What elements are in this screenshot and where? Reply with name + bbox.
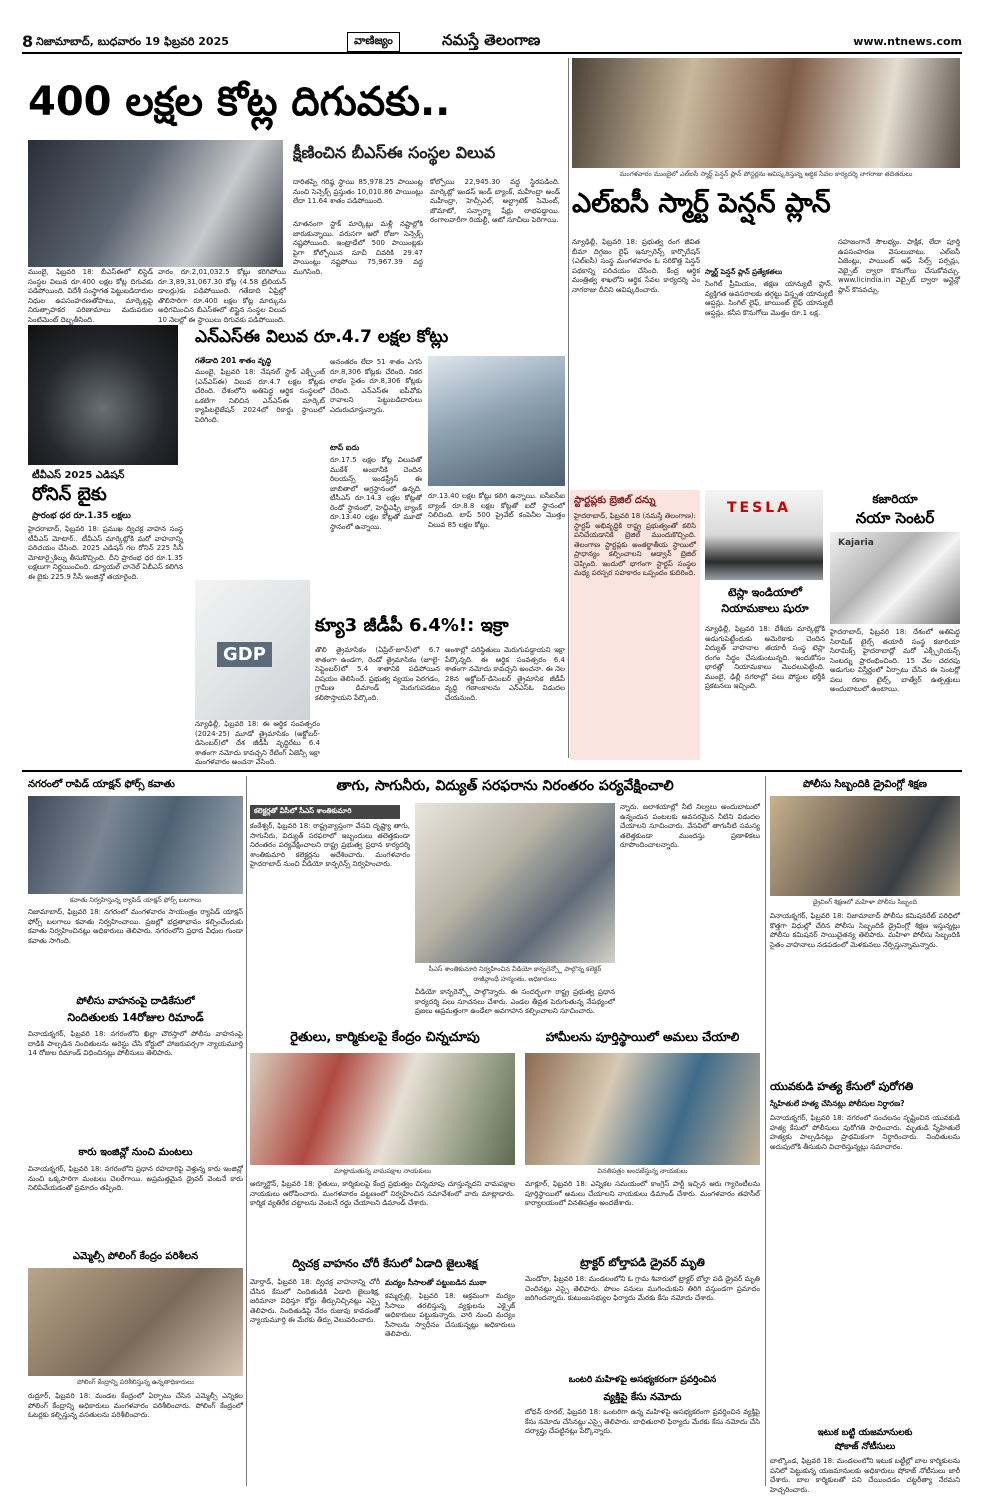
woman-case-headline-1: ఒంటరి మహిళపై అసభ్యకరంగా ప్రవర్తించిన	[568, 1375, 717, 1385]
lead-body-2: వారం రూ.2,01,032.5 కోట్లు కరిగిపోయి రూ.3,89,31,067.30 కోట్ల (4.58 ట్రిలియన్ డాలర్లు)కు పడిపోయింది. గతేడాది ఏప్రిల్లో తొలిసారిగా రూ.400 లక్షల కోట్ల మార్కును అధిగమించిన బీఎస్ఈలో లిస్టైన సంస్థల విలువ 10 నెలల్లో ఈ స్థాయిలు దిగువకు పడిపోయింది.	[158, 268, 286, 324]
tesla-logo-text: TESLA	[727, 500, 791, 516]
website: www.ntnews.com	[853, 35, 962, 48]
gdp-block-label: GDP	[217, 642, 272, 667]
tvs-brand: రోనిన్ బైకు	[32, 484, 107, 505]
gdp-illustration	[195, 580, 310, 720]
lead-body-3: దారితప్పి గరిష్ఠ స్థాయి 85,978.25 పాయింట్ల నుంచి సెన్సెక్స్ ప్రస్తుతం 10,010.86 పాయింట్లు లేదా 11.64 శాతం పడిపోయింది.	[293, 178, 423, 205]
lic-body-3: సహజంగానే సౌలభ్యం. పాక్షిక, లేదా పూర్తి ఉపసంహరణ వెసులుబాటు. ఎల్ఐసీ ఏజెంట్లు, పాయింట్ ఆఫ్ సేల్స్ పర్సన్లు, వెబ్సైట్ ద్వారా కొనుగోలు చేసుకోవచ్చు. www.licindia.in వెబ్సైట్ ద్వారా ఆన్లైన్లో ప్లాన్ కొనవచ్చు.	[838, 238, 960, 294]
paper-name: నమస్తే తెలంగాణ	[442, 31, 541, 49]
col-rule-top	[568, 58, 569, 758]
promises-body: మాక్లూర్, ఫిబ్రవరి 18: ఎన్నికల సమయంలో కాంగ్రెస్ పార్టీ ఇచ్చిన ఆరు గ్యారెంటీలను పూర్తిస్థాయిలో అమలు చేయాలని నాయకులు డిమాండ్ చేశారు. మంగళవారం తహసీల్ కార్యాలయంలో వినతిపత్రం అందజేశారు.	[525, 1180, 760, 1207]
lead-body-5: కోల్పోయి 22,945.30 వద్ద స్థిరపడింది. మార్కెట్లో ఇండస్ ఇండ్ బ్యాంక్, మహీంద్రా అండ్ మహీంద్రా, హెచ్సీఎల్, అల్ట్రాటెక్ సిమెంట్, జొమాటో, సన్ఫార్మా షేర్లు లాభపడ్డాయి. రంగాలవారీగా రియల్టీ, ఆటో సూచీలు పెరిగాయి.	[430, 178, 560, 224]
nse-headline: ఎన్ఎస్ఈ విలువ రూ.4.7 లక్షల కోట్లు	[195, 327, 449, 347]
bike-theft-body: మోర్తాడ్, ఫిబ్రవరి 18: ద్విచక్ర వాహనాన్ని చోరీ చేసిన కేసులో నిందితుడికి ఏడాది జైలుశిక్ష, జరిమానా విధిస్తూ కోర్టు తీర్పునిచ్చినట్లు ఎస్సై తెలిపారు. నిందితుడిపై నేరం రుజువు కావడంతో న్యాయమూర్తి ఈ మేరకు తీర్పు వెలువరించారు.	[250, 1278, 380, 1324]
mlc-poll-photo	[28, 1268, 243, 1376]
tesla-headline: టెస్లా ఇండియాలో నియామకాలు షురూ	[721, 586, 809, 615]
nse-body-2: అనంతరం లేదా 51 శాతం ఎగసి రూ.8,306 కోట్లకు చేరింది. నికర లాభం సైతం రూ.8,306 కోట్లకు చేరింది. ఎన్ఎస్ఈ ఐపీవోకు రావాలని పెట్టుబడిదారులు ఎదురుచూస్తున్నారు.	[330, 358, 422, 414]
brick-body: బాల్కొండ, ఫిబ్రవరి 18: మండలంలోని ఇటుక బట్టీల్లో బాల కార్మికులను పనిలో పెట్టుకున్న యజమానులకు అధికారులు షోకాజ్ నోటీసులు జారీ చేశారు. బాల కార్మికులతో పని చేయించడం చట్టరీత్యా నేరమని హెచ్చరించారు.	[770, 1457, 960, 1494]
tvs-body: హైదరాబాద్, ఫిబ్రవరి 18: ప్రముఖ ద్విచక్ర వాహన సంస్థ టీవీఎస్ మోటార్.. టీవీఎస్ మార్కెట్లోకి మరో వాహనాన్ని పరిచయం చేసింది. 2025 ఎడిషన్ గల రోనిన్ 225 సీసీ మోటార్సైకిల్ను తీసుకొచ్చింది. దీని ప్రారంభ ధర రూ.1.35 లక్షలుగా నిర్ణయించింది. డ్యూయల్ చానెల్ ఏబీఎస్ కలిగిన ఈ బైకు 225.9 సీసీ ఇంజిన్తో తయారైంది.	[28, 525, 183, 581]
collector-body-1: కంఠేశ్వర్, ఫిబ్రవరి 18: రాష్ట్రవ్యాప్తంగా వేసవి దృష్ట్యా తాగు, సాగునీరు, విద్యుత్ సరఫరాలో ఇబ్బందులు తలెత్తకుండా నిరంతరం పర్యవేక్షించాలని రాష్ట్ర ప్రభుత్వ ప్రధాన కార్యదర్శి శాంతికుమారి కలెక్టర్లను ఆదేశించారు. మంగళవారం హైదరాబాద్ నుంచి వీడియో కాన్ఫరెన్స్ నిర్వహించారు.	[250, 822, 410, 868]
car-fire-headline: కారు ఇంజిన్లో నుంచి మంటలు	[78, 1147, 193, 1158]
driving-photo	[770, 796, 960, 896]
nse-subhead-top: టాప్ ఐదు	[330, 443, 360, 452]
driving-headline: పోలీసు సిబ్బందికి డ్రైవింగ్లో శిక్షణ	[802, 779, 928, 790]
tvs-price-line: ప్రారంభ ధర రూ.1.35 లక్షలు	[32, 511, 131, 521]
lic-photo	[572, 58, 960, 168]
tractor-body: మెండోరా, ఫిబ్రవరి 18: మండలంలోని ఓ గ్రామ శివారులో ట్రాక్టర్ బోల్తా పడి డ్రైవర్ మృతి చెందినట్లు ఎస్సై తెలిపారు. పొలం పనులు ముగించుకుని తిరిగి వస్తుండగా ప్రమాదం జరిగిందన్నారు. కుటుంబసభ్యుల ఫిర్యాదు మేరకు కేసు నమోదు చేశారు.	[525, 1275, 760, 1302]
nse-building-photo	[428, 356, 565, 486]
lic-features-title: స్మార్ట్ పెన్షన్ ప్లాన్ ప్రత్యేకతలు	[705, 268, 783, 276]
excise-headline: మద్యం సీసాలతో పట్టుబడిన ముఠా	[385, 1278, 487, 1287]
police-attack-headline-1: పోలీసు వాహనంపై దాడికేసులో	[76, 996, 195, 1007]
police-attack-headline-2: నిందితులకు 14రోజుల రిమాండ్	[67, 1011, 204, 1024]
excise-body: కమ్మర్పల్లి, ఫిబ్రవరి 18: అక్రమంగా మద్యం సీసాలు తరలిస్తున్న వ్యక్తులను ఎక్సైజ్ అధికారులు పట్టుకున్నారు. వారి నుంచి మద్యం సీసాలను స్వాధీనం చేసుకున్నట్లు అధికారులు తెలిపారు.	[385, 1292, 515, 1338]
nse-body-3: రూ.17.5 లక్షల కోట్ల విలువతో ముకేశ్ అంబానీకి చెందిన రిలయన్స్ ఇండస్ట్రీస్ ఈ జాబితాలో అగ్రస్థానంలో ఉన్నది. టీసీఎస్ రూ.14.3 లక్షల కోట్లతో రెండో స్థానంలో, హెచ్డీఎఫ్సీ బ్యాంక్ రూ.13.40 లక్షల కోట్లతో మూడో స్థానంలో ఉన్నాయి.	[330, 456, 422, 531]
lead-photo-bse	[28, 140, 283, 267]
collector-caption: సీఎస్ శాంతికుమారి నిర్వహించిన వీడియో కాన్ఫరెన్స్లో పాల్గొన్న కలెక్టర్ రాజీవ్గాంధీ హన్మంతు, అధికారులు	[428, 965, 602, 983]
col-rule-2	[765, 776, 766, 1486]
kajaria-photo	[830, 532, 960, 624]
startup-body: హైదరాబాద్, ఫిబ్రవరి 18 (నమస్తే తెలంగాణ): స్టార్టప్ అభివృద్ధికి రాష్ట్ర ప్రభుత్వంతో కలిసి పనిచేయడానికి బ్రెజిల్ ముందుకొచ్చింది. తెలంగాణ స్టార్టప్లకు అంతర్జాతీయ స్థాయిలో ప్రాధాన్యం కల్పించాలని ఆడ్వాన్ బ్రెజిల్ చెప్పింది. ఇందులో భాగంగా స్టార్టప్ సంస్థల మధ్య పరస్పర సహకారం ఒప్పందం కుదిరింది.	[574, 512, 696, 577]
promises-photo	[525, 1053, 760, 1165]
dateline: నిజామాబాద్, బుధవారం 19 ఫిబ్రవరి 2025	[36, 35, 229, 48]
nse-body-4: రూ.13.40 లక్షల కోట్లు కలిగి ఉన్నాయి. ఐసీఐసీఐ బ్యాంక్ రూ.8.8 లక్షల కోట్లతో ఐదో స్థానంలో నిలిచింది. టాప్ 500 ప్రైవేట్ కంపెనీల మొత్తం విలువ 85 లక్షల కోట్లు.	[428, 492, 565, 529]
driving-body: వినాయక్నగర్, ఫిబ్రవరి 18: నిజామాబాద్ పోలీసు కమిషనరేట్ పరిధిలో కొత్తగా విధుల్లో చేరిన పోలీసు సిబ్బందికి డ్రైవింగ్లో శిక్షణ ఇస్తున్నట్లు పోలీసు కమిషనర్ సాయిచైతన్య తెలిపారు. మహిళా పోలీసు సిబ్బందికి సైతం వాహనాలు నడపడంలో మెళకువలు నేర్పిస్తున్నామన్నారు.	[770, 912, 960, 949]
farmers-headline: రైతులు, కార్మికులపై కేంద్రం చిన్నచూపు	[290, 1030, 480, 1045]
startup-headline: స్టార్టప్లకు బ్రెజిల్ దన్ను	[574, 495, 656, 506]
tractor-headline: ట్రాక్టర్ బోల్తాపడి డ్రైవర్ మృతి	[580, 1256, 705, 1269]
lic-photo-caption: మంగళవారం ముంబైలో ఎల్ఐసీ స్మార్ట్ పెన్షన్ ప్లాన్ పోస్టర్లను ఆవిష్కరిస్తున్న ఆర్థిక సేవల కార్యదర్శి నాగరాజు తదితరులు	[619, 170, 913, 178]
collector-body-3: వీడియో కాన్ఫరెన్స్లో పాల్గొన్నారు. ఈ సందర్భంగా రాష్ట్ర ప్రభుత్వ ప్రధాన కార్యదర్శి పలు సూచనలు చేశారు. ఎండల తీవ్రత పెరుగుతున్న నేపథ్యంలో ప్రజలు అప్రమత్తంగా ఉండేలా అవగాహన కల్పించాలని సూచించారు.	[415, 988, 615, 1015]
page-number: 8	[22, 32, 34, 51]
farmers-photo	[250, 1053, 515, 1165]
gdp-body-1: న్యూఢిల్లీ, ఫిబ్రవరి 18: ఈ ఆర్థిక సంవత్సరం (2024-25) మూడో త్రైమాసికం (అక్టోబర్-డిసెంబర్)లో దేశ జీడీపీ వృద్ధిరేటు 6.4 శాతంగా నమోదు కావచ్చని రేటింగ్ ఏజెన్సీ ఇక్రా మంగళవారం అంచనా వేసింది.	[195, 720, 320, 766]
rapid-action-photo	[28, 796, 243, 894]
masthead	[22, 30, 962, 54]
gdp-body-3: అంశాల్లో పరిస్థితులు మెరుగుపడ్డాయని ఇక్రా పేర్కొన్నది. ఈ ఆర్థిక సంవత్సరం 6.4 శాతంగా నమోదు కావచ్చని అంచనా. ఈ నెల 28న అక్టోబర్-డిసెంబర్ త్రైమాసిక జీడీపీ వృద్ధి గణాంకాలను ఎన్ఎస్ఓ విడుదల చేయనుంది.	[445, 646, 565, 702]
kajaria-store-sign: Kajaria	[838, 538, 874, 548]
mlc-poll-body: రుద్రూర్, ఫిబ్రవరి 18: మండల కేంద్రంలో ఏర్పాటు చేసిన ఎమ్మెల్సీ ఎన్నికల పోలింగ్ కేంద్రాన్ని అధికారులు మంగళవారం పరిశీలించారు. పోలింగ్ కేంద్రంలో ఓటర్లకు కల్పిస్తున్న వసతులను పరిశీలించారు.	[28, 1392, 243, 1419]
nse-kicker: గతేడాది 201 శాతం వృద్ధి	[195, 356, 272, 365]
police-attack-body: వినాయక్నగర్, ఫిబ్రవరి 18: నగరంలోని ఖిల్లా చౌరస్తాలో పోలీసు వాహనంపై దాడికి పాల్పడిన నిందితులను అరెస్టు చేసి కోర్టులో హాజరుపర్చగా న్యాయమూర్తి 14 రోజుల రిమాండ్ విధించినట్లు పోలీసులు తెలిపారు.	[28, 1030, 243, 1057]
woman-case-body: బోధన్ రూరల్, ఫిబ్రవరి 18: ఒంటరిగా ఉన్న మహిళపై అసభ్యకరంగా ప్రవర్తించిన వ్యక్తిపై కేసు నమోదు చేసినట్లు ఎస్సై తెలిపారు. బాధితురాలి ఫిర్యాదు మేరకు కేసు నమోదు చేసి దర్యాప్తు చేపట్టినట్లు పేర్కొన్నారు.	[525, 1408, 760, 1435]
lead-headline: 400 లక్షల కోట్ల దిగువకు..	[28, 79, 451, 125]
tesla-photo	[705, 490, 823, 580]
col-rule-1	[246, 776, 247, 1486]
section-divider	[22, 770, 962, 772]
collector-body-2: న్నారు. జలాశయాల్లో నీటి నిల్వలు అందుబాటులో ఉన్నందున పంటలకు అవసరమైన నీటిని విడుదల చేయాలని సూచించారు. వేసవిలో తాగునీటి సమస్య తలెత్తకుండా ముందస్తు ప్రణాళికలు రూపొందించాలన్నారు.	[620, 803, 760, 849]
lic-body-1: న్యూఢిల్లీ, ఫిబ్రవరి 18: ప్రభుత్వ రంగ జీవిత బీమా దిగ్గజం లైఫ్ ఇన్సూరెన్స్ కార్పొరేషన్ (ఎల్ఐసీ) సంస్థ మంగళవారం ఓ సరికొత్త పెన్షన్ పథకాన్ని పరిచయం చేసింది. కేంద్ర ఆర్థిక మంత్రిత్వ శాఖలోని ఆర్థిక సేవల కార్యదర్శి ఎం నాగరాజు దీనిని ఆవిష్కరించారు.	[572, 238, 700, 294]
tesla-body: న్యూఢిల్లీ, ఫిబ్రవరి 18: దేశీయ మార్కెట్లోకి అడుగుపెట్టేందుకు అమెరికాకు చెందిన విద్యుత్ వాహనాల తయారీ సంస్థ టెస్లా రంగం సిద్ధం చేసుకుంటున్నది. ఇందుకోసం భారత్లో నియామకాలు మొదలుపెట్టింది. ముంబై, ఢిల్లీ నగరాల్లో పలు పోస్టుల భర్తీకి ప్రకటనలు ఇచ్చింది.	[705, 625, 825, 690]
tvs-headline: టీవీఎస్ 2025 ఎడిషన్	[32, 470, 125, 481]
lead-subhead: క్షీణించిన బీఎస్ఈ సంస్థల విలువ	[293, 143, 496, 162]
mlc-poll-caption: పోలింగ్ కేంద్రాన్ని పరిశీలిస్తున్న ఉన్నతాధికారులు	[77, 1378, 194, 1386]
collector-vc-photo	[415, 803, 615, 963]
kajaria-headline-2: నయా సెంటర్	[855, 509, 935, 527]
murder-body: వినాయక్నగర్, ఫిబ్రవరి 18: నగరంలో సంచలనం సృష్టించిన యువకుడి హత్య కేసులో పోలీసులు పురోగతి సాధించారు. మృతుడి స్నేహితులే హత్యకు పాల్పడినట్లు ప్రాథమికంగా నిర్ధారించారు. నిందితులను అదుపులోకి తీసుకుని విచారిస్తున్నట్లు సమాచారం.	[770, 1114, 960, 1151]
kajaria-body-col: హైదరాబాద్, ఫిబ్రవరి 18: దేశంలో అతిపెద్ద సిరామిక్ టైల్స్ తయారీ సంస్థ కజారియా సిరామిక్స్ హైదరాబాద్లో మరో ఎక్స్పీరియన్స్ సెంటర్ను ప్రారంభించింది. 15 వేల చదరపు అడుగుల విస్తీర్ణంలో ఏర్పాటు చేసిన ఈ సెంటర్లో పలు రకాల టైల్స్, బాత్వేర్ ఉత్పత్తులు అందుబాటులో ఉంటాయి.	[830, 628, 960, 693]
collector-headline: తాగు, సాగునీరు, విద్యుత్ సరఫరాను నిరంతరం పర్యవేక్షించాలి	[336, 778, 674, 794]
woman-case-headline-2: వ్యక్తిపై కేసు నమోదు	[603, 1392, 682, 1403]
nse-body-1: ముంబై, ఫిబ్రవరి 18: నేషనల్ స్టాక్ ఎక్స్ఛేంజ్ (ఎన్ఎస్ఈ) విలువ రూ.4.7 లక్షల కోట్లకు చేరింది. దేశంలోని అతిపెద్ద ఆర్థిక సంస్థలలో ఒకటిగా నిలిచిన ఎన్ఎస్ఈ మార్కెట్ క్యాపిటలైజేషన్ 2024లో రికార్డు స్థాయిలో పెరిగింది.	[195, 368, 325, 424]
rapid-action-headline: నగరంలో రాపిడ్ యాక్షన్ ఫోర్స్ కవాతు	[28, 779, 175, 790]
collector-tag: కలెక్టర్లతో వీసీలో సీఎస్ శాంతికుమారి	[250, 805, 400, 819]
brick-headline-1: ఇటుక బట్టి యజమానులకు	[817, 1428, 913, 1438]
lic-body-2: సింగిల్ ప్రీమియం, తక్షణ యాన్యుటీ ప్లాన్. వ్యక్తిగత అవసరాలకు తగ్గట్టు విస్తృత యాన్యుటీ ఆప్షన్లు. సింగిల్ లైఫ్, జాయింట్ లైఫ్ యాన్యుటీ ఆప్షన్లు. కనీస కొనుగోలు మొత్తం రూ.1 లక్ష.	[705, 280, 833, 317]
car-fire-body: వినాయక్నగర్, ఫిబ్రవరి 18: నగరంలోని ప్రధాన రహదారిపై వెళ్తున్న కారు ఇంజిన్లో నుంచి ఒక్కసారిగా మంటలు చెలరేగాయి. అప్రమత్తమైన డ్రైవర్ వెంటనే కారు నిలిపివేయడంతో ప్రమాదం తప్పింది.	[28, 1165, 243, 1192]
driving-caption: డ్రైవింగ్ శిక్షణలో మహిళా పోలీసు సిబ్బంది	[812, 898, 918, 906]
section-label: వాణిజ్యం	[347, 32, 400, 52]
farmers-body: ఆర్మూర్టౌన్, ఫిబ్రవరి 18: రైతులు, కార్మికులపై కేంద్ర ప్రభుత్వం చిన్నచూపు చూస్తున్నదని వామపక్షాల నాయకులు ఆరోపించారు. మంగళవారం పట్టణంలో నిర్వహించిన సమావేశంలో వారు మాట్లాడారు. కార్మిక వ్యతిరేక చట్టాలను వెంటనే రద్దు చేయాలని డిమాండ్ చేశారు.	[250, 1180, 515, 1207]
gdp-body-2: తొలి త్రైమాసికం (ఏప్రిల్-జూన్)లో 6.7 శాతంగా ఉండగా, రెండో త్రైమాసికం (జూలై-సెప్టెంబర్)లో 5.4 శాతానికి పడిపోయిన విషయం తెలిసిందే. ప్రభుత్వ వ్యయం పెరగడం, గ్రామీణ డిమాండ్ మెరుగుపడటం కలిసొస్తాయని పేర్కొంది.	[315, 646, 440, 702]
murder-kicker: స్నేహితులే హత్య చేసినట్లు పోలీసుల నిర్ధారణ?	[770, 1099, 905, 1108]
lead-body-1: ముంబై, ఫిబ్రవరి 18: బీఎస్ఈలో లిస్టెడ్ సంస్థల విలువ రూ.400 లక్షల కోట్ల దిగువకు పడిపోయింది. విదేశీ సంస్థాగత పెట్టుబడిదారుల నిధుల ఉపసంహరణతోపాటు, మార్కెట్లపై నిరుత్సాహకర పరిణామాలు మదుపరుల సెంటిమెంట్ దెబ్బతీసింది.	[28, 268, 153, 324]
kajaria-headline-1: కజారియా	[872, 492, 918, 506]
farmers-caption: మాట్లాడుతున్న వామపక్షాల నాయకులు	[333, 1167, 432, 1175]
bike-theft-headline: ద్విచక్ర వాహనం చోరీ కేసులో ఏడాది జైలుశిక్ష	[292, 1257, 478, 1270]
promises-caption: వినతిపత్రం అందజేస్తున్న నాయకులు	[597, 1167, 688, 1175]
gdp-headline: క్యూ3 జీడీపీ 6.4%!: ఇక్రా	[315, 615, 509, 636]
mlc-poll-headline: ఎమ్మెల్సీ పోలింగ్ కేంద్రం పరిశీలన	[72, 1251, 199, 1262]
promises-headline: హామీలను పూర్తిస్థాయిలో అమలు చేయాలి	[545, 1030, 740, 1044]
tvs-bike-photo	[28, 325, 178, 465]
lead-body-4: నూతనంగా స్టాక్ మార్కెట్లు మళ్లీ నష్టాల్లోకి జారుకున్నాయి. వరుసగా ఆరో రోజూ సెన్సెక్స్ నష్టపోయింది. ఇంట్రాడేలో 500 పాయింట్లకు పైగా కోల్పోయిన సూచీ చివరికి 29.47 పాయింట్లు నష్టపోయి 75,967.39 వద్ద ముగిసింది.	[293, 220, 423, 276]
rapid-action-body: నిజామాబాద్, ఫిబ్రవరి 18: నగరంలో మంగళవారం సాయంత్రం ర్యాపిడ్ యాక్షన్ ఫోర్స్ బలగాలు కవాతు నిర్వహించాయి. ప్రజల్లో భద్రతాభావం కల్పించేందుకు కవాతు నిర్వహించినట్లు అధికారులు తెలిపారు. నగరంలోని ప్రధాన వీధుల గుండా కవాతు సాగింది.	[28, 908, 243, 945]
lic-headline: ఎల్ఐసీ స్మార్ట్ పెన్షన్ ప్లాన్	[572, 188, 831, 219]
rapid-action-caption: కవాతు నిర్వహిస్తున్న ర్యాపిడ్ యాక్షన్ ఫోర్స్ బలగాలు	[69, 896, 202, 904]
brick-headline-2: షోకాజ్ నోటీసులు	[834, 1442, 896, 1452]
murder-headline: యువకుడి హత్య కేసులో పురోగతి	[770, 1080, 914, 1093]
